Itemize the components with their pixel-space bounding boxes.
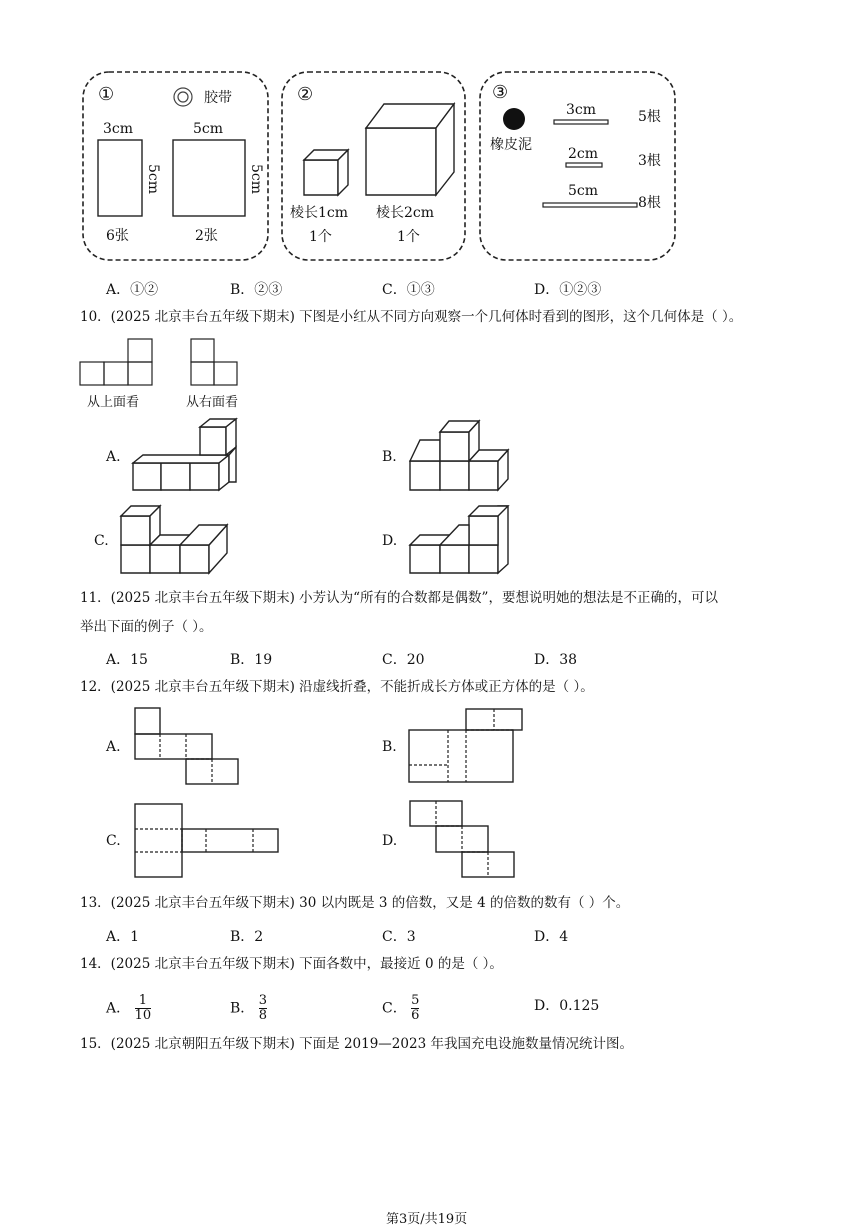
q11-option-a: A．15 [106, 652, 148, 668]
q10-label-c: C. [94, 533, 109, 549]
cube1-count: 1个 [309, 229, 332, 245]
q12-label-b: B. [382, 739, 397, 755]
clay-label: 橡皮泥 [490, 137, 532, 153]
q10-label-b: B. [382, 449, 397, 465]
denominator: 10 [134, 1008, 152, 1023]
stick3-length: 5cm [568, 183, 599, 199]
q9-option-d: D．①②③ [534, 282, 602, 298]
stick2-length: 2cm [568, 146, 599, 162]
panel2-number: ② [297, 84, 314, 105]
stick1-length: 3cm [566, 102, 597, 118]
numerator: 3 [258, 993, 268, 1008]
q12-stem: 12．(2025 北京丰台五年级下期末) 沿虚线折叠，不能折成长方体或正方体的是（ ）。 [80, 679, 594, 695]
view-right-label: 从右面看 [186, 395, 239, 410]
q11-option-c: C．20 [382, 652, 425, 668]
q9-option-a: A．①② [106, 282, 159, 298]
q13-option-a: A．1 [106, 929, 140, 945]
denominator: 8 [258, 1008, 268, 1023]
q14-option-b-label: B． [230, 1000, 255, 1017]
q14-option-a-fraction [135, 994, 152, 1023]
stick1-count: 5根 [638, 109, 661, 125]
q14-option-c-label: C． [382, 1000, 407, 1017]
q14-option-b [230, 994, 267, 1023]
q14-option-c-fraction [411, 994, 419, 1023]
q14-option-b-fraction [259, 994, 267, 1023]
q14-option-d: D．0.125 [534, 998, 600, 1014]
q9-option-c: C．①③ [382, 282, 435, 298]
q15-stem: 15．(2025 北京朝阳五年级下期末) 下面是 2019—2023 年我国充电设施数量情况统计图。 [80, 1036, 633, 1052]
rect1-count: 6张 [106, 228, 129, 244]
q11-option-d: D．38 [534, 652, 578, 668]
q14-option-c [382, 994, 419, 1023]
q11-stem-line1: 11．(2025 北京丰台五年级下期末) 小芳认为“所有的合数都是偶数”，要想说明她的想法是不正确的，可以 [80, 590, 718, 606]
q11-stem-line2: 举出下面的例子（ ）。 [80, 619, 213, 635]
tape-label: 胶带 [204, 90, 232, 106]
stick3-count: 8根 [638, 195, 661, 211]
panel1-number: ① [98, 84, 115, 105]
q14-option-a [106, 994, 151, 1023]
q10-label-d: D. [382, 533, 398, 549]
numerator: 5 [411, 993, 420, 1008]
q14-option-a-label: A． [106, 1000, 131, 1017]
cube1-label: 棱长1cm [290, 205, 349, 221]
page-footer: 第3页/共19页 [386, 1212, 468, 1227]
q11-option-b: B．19 [230, 652, 273, 668]
q13-option-b: B．2 [230, 929, 264, 945]
q12-label-d: D. [382, 833, 398, 849]
rect1-width: 3cm [103, 121, 134, 137]
q10-stem: 10．(2025 北京丰台五年级下期末) 下图是小红从不同方向观察一个几何体时看到的图形，这个几何体是（ ）。 [80, 309, 743, 325]
stick2-count: 3根 [638, 153, 661, 169]
q9-option-b: B．②③ [230, 282, 283, 298]
q13-option-c: C．3 [382, 929, 416, 945]
cube2-label: 棱长2cm [376, 205, 435, 221]
rect2-height: 5cm [248, 164, 264, 195]
rect2-width: 5cm [193, 121, 224, 137]
cube2-count: 1个 [397, 229, 420, 245]
q13-option-d: D．4 [534, 929, 569, 945]
panel3-number: ③ [492, 82, 509, 103]
q12-label-a: A. [106, 739, 121, 755]
rect1-height: 5cm [145, 164, 161, 195]
q12-label-c: C. [106, 833, 121, 849]
denominator: 6 [411, 1008, 420, 1023]
view-top-label: 从上面看 [87, 395, 140, 410]
q14-stem: 14．(2025 北京丰台五年级下期末) 下面各数中，最接近 0 的是（ ）。 [80, 956, 503, 972]
q13-stem: 13．(2025 北京丰台五年级下期末) 30 以内既是 3 的倍数，又是 4 的倍数的数有（ ）个。 [80, 895, 630, 911]
q10-label-a: A. [106, 449, 121, 465]
rect2-count: 2张 [195, 228, 218, 244]
numerator: 1 [138, 993, 147, 1008]
